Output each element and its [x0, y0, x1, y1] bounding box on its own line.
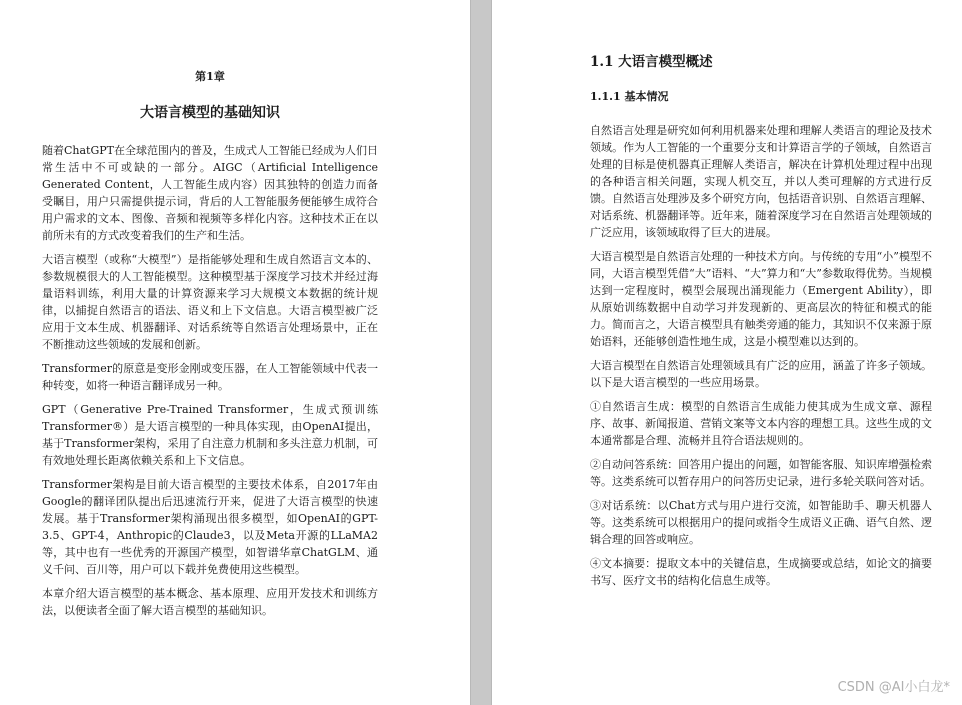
watermark: CSDN @AI小白龙*	[837, 680, 950, 695]
left-paragraph-1: 随着ChatGPT在全球范围内的普及，生成式人工智能已经成为人们日常生活中不可或缺的一部分。AIGC（Artificial Intelligence Generated Content，人工智能生成内容）因其独特的创造力而备受瞩目，用户只需提供提示词，背后的人工智能服务便能够生成符合用户需求的文本、图像、音频和视频等多样化内容。这种技术正在以前所未有的方式改变着我们的生产和生活。	[42, 144, 379, 242]
chapter-title: 大语言模型的基础知识	[140, 105, 280, 121]
left-paragraph-5: Transformer架构是目前大语言模型的主要技术体系，自2017年由Google的翻译团队提出后迅速流行开来，促进了大语言模型的快速发展。基于Transformer架构涌现出很多模型，如OpenAI的GPT-3.5、GPT-4，Anthropic的Claude3，以及Meta开源的LLaMA2等，其中也有一些优秀的开源国产模型，如智谱华章ChatGLM、通义千问、百川等，用户可以下载并免费使用这些模型。	[42, 478, 378, 576]
section-title: 1.1 大语言模型概述	[590, 54, 713, 70]
right-paragraph-5: ②自动问答系统：回答用户提出的问题，如智能客服、知识库增强检索等。这类系统可以暂存用户的问答历史记录，进行多轮关联问答对话。	[590, 458, 932, 488]
right-paragraph-6: ③对话系统：以Chat方式与用户进行交流，如智能助手、聊天机器人等。这类系统可以根据用户的提问或指令生成语义正确、语气自然、逻辑合理的回答或响应。	[590, 499, 932, 546]
right-page	[492, 0, 962, 705]
left-paragraph-3: Transformer的原意是变形金刚或变压器，在人工智能领域中代表一种转变，如将一种语言翻译成另一种。	[42, 362, 378, 392]
left-paragraph-2: 大语言模型（或称“大模型”）是指能够处理和生成自然语言文本的、参数规模很大的人工智能模型。这种模型基于深度学习技术并经过海量语料训练，利用大量的计算资源来学习大规模文本数据的统计规律，以捕捉自然语言的语法、语义和上下文信息。大语言模型被广泛应用于文本生成、机器翻译、对话系统等自然语言处理场景中，正在不断推动这些领域的发展和创新。	[42, 253, 378, 351]
subsection-title: 1.1.1 基本情况	[590, 90, 669, 103]
chapter-label: 第1章	[195, 70, 225, 83]
page-gap	[470, 0, 492, 705]
left-page	[0, 0, 470, 705]
left-paragraph-6: 本章介绍大语言模型的基本概念、基本原理、应用开发技术和训练方法，以便读者全面了解大语言模型的基础知识。	[42, 587, 378, 617]
right-paragraph-4: ①自然语言生成：模型的自然语言生成能力使其成为生成文章、源程序、故事、新闻报道、营销文案等文本内容的理想工具。这些生成的文本通常都是合理、流畅并且符合语法规则的。	[590, 400, 932, 447]
right-paragraph-2: 大语言模型是自然语言处理的一种技术方向。与传统的专用“小”模型不同，大语言模型凭借“大”语料、“大”算力和“大”参数取得优势。当规模达到一定程度时，模型会展现出涌现能力（Emergent Ability），即从原始训练数据中自动学习并发现新的、更高层次的特征和模式的能力。简而言之，大语言模型具有触类旁通的能力，其知识不仅来源于原始语料，还能够创造性地生成，这是小模型难以达到的。	[590, 250, 932, 348]
right-paragraph-1: 自然语言处理是研究如何利用机器来处理和理解人类语言的理论及技术领域。作为人工智能的一个重要分支和计算语言学的子领域，自然语言处理的目标是使机器真正理解人类语言，解决在计算机处理过程中出现的各种语言相关问题，实现人机交互，并以人类可理解的方式进行反馈。自然语言处理涉及多个研究方向，包括语音识别、自然语言理解、对话系统、机器翻译等。近年来，随着深度学习在自然语言处理领域的广泛应用，该领域取得了巨大的进展。	[590, 124, 932, 239]
right-paragraph-7: ④文本摘要：提取文本中的关键信息，生成摘要或总结，如论文的摘要书写、医疗文书的结构化信息生成等。	[590, 557, 932, 587]
right-paragraph-3: 大语言模型在自然语言处理领域具有广泛的应用，涵盖了许多子领域。以下是大语言模型的一些应用场景。	[590, 359, 932, 389]
left-paragraph-4: GPT（Generative Pre-Trained Transformer，生成式预训练Transformer®）是大语言模型的一种具体实现，由OpenAI提出，基于Transformer架构，采用了自注意力机制和多头注意力机制，可有效地处理长距离依赖关系和上下文信息。	[42, 403, 378, 467]
